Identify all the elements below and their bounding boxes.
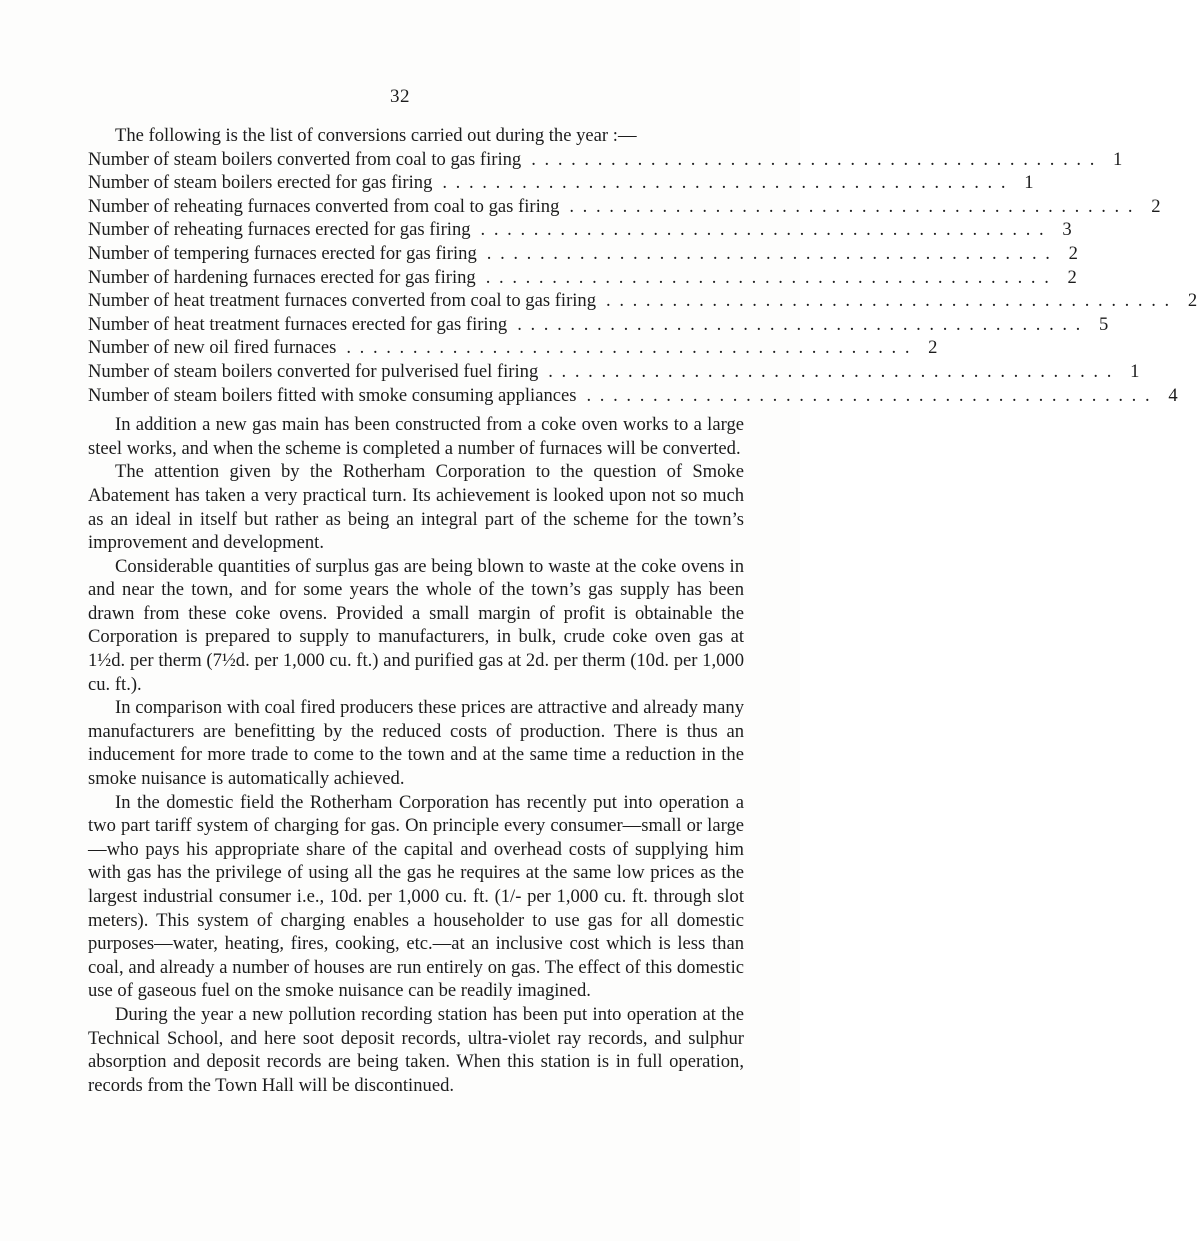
conversion-label: Number of heat treatment furnaces erected for gas firing bbox=[88, 313, 508, 335]
conversion-label: Number of heat treatment furnaces converted from coal to gas firing bbox=[88, 290, 597, 312]
conversion-row bbox=[88, 218, 1072, 242]
conversion-count: 1 bbox=[1024, 172, 1034, 194]
paragraph-coke-oven-gas: Considerable quantities of surplus gas are being blown to waste at the coke ovens in and near the town, and for some years the whole of the town’s gas supply has been drawn from these coke ovens. Provided a small margin of profit is obtainable the Corporation is prepared to supply to manufacturers, in bulk, crude coke oven gas at 1½d. per therm (7½d. per 1,000 cu. ft.) and purified gas at 2d. per therm (10d. per 1,000 cu. ft.). bbox=[88, 555, 744, 695]
conversion-label: Number of hardening furnaces erected for gas firing bbox=[88, 266, 476, 288]
conversion-count: 3 bbox=[1062, 219, 1072, 241]
leader-dots: . . . . . . . . . . . . . . . . . . . . . . . . . . . . . . . . . . . . . . . . . . . bbox=[606, 290, 1172, 312]
conversion-count: 2 bbox=[1187, 290, 1197, 312]
conversion-count: 1 bbox=[1113, 148, 1123, 170]
conversion-row bbox=[88, 148, 1123, 172]
conversion-count: 1 bbox=[1130, 360, 1140, 382]
conversion-label: Number of tempering furnaces erected for gas firing bbox=[88, 242, 477, 264]
page-body bbox=[88, 124, 1197, 1097]
conversion-row bbox=[88, 242, 1078, 266]
conversion-label: Number of steam boilers fitted with smoke consuming appliances bbox=[88, 384, 577, 406]
leader-dots: . . . . . . . . . . . . . . . . . . . . . . . . . . . . . . . . . . . . . . . . . . . bbox=[586, 384, 1152, 406]
conversions-intro: The following is the list of conversions carried out during the year :— bbox=[115, 125, 637, 146]
conversion-count: 4 bbox=[1168, 384, 1178, 406]
paragraph-smoke-abatement: The attention given by the Rotherham Corporation to the question of Smoke Abatement has taken a very practical turn. Its achievement is looked upon not so much as an ideal in itself but rather as being an integral part of the scheme for the town’s improvement and development. bbox=[88, 461, 744, 554]
leader-dots: . . . . . . . . . . . . . . . . . . . . . . . . . . . . . . . . . . . . . . . . . . . bbox=[480, 219, 1046, 241]
conversion-row bbox=[88, 336, 938, 360]
paragraph-gas-main: In addition a new gas main has been constructed from a coke oven works to a large steel works, and when the scheme is completed a number of furnaces will be converted. bbox=[88, 414, 744, 459]
conversion-label: Number of steam boilers converted from coal to gas firing bbox=[88, 148, 522, 170]
leader-dots: . . . . . . . . . . . . . . . . . . . . . . . . . . . . . . . . . . . . . . . . . . . bbox=[531, 148, 1097, 170]
conversion-count: 2 bbox=[1068, 242, 1078, 264]
leader-dots: . . . . . . . . . . . . . . . . . . . . . . . . . . . . . . . . . . . . . . . . . . . bbox=[346, 337, 912, 359]
conversion-count: 5 bbox=[1099, 313, 1109, 335]
conversion-label: Number of new oil fired furnaces bbox=[88, 337, 337, 359]
paragraph-domestic-tariff: In the domestic field the Rotherham Corporation has recently put into operation a two part tariff system of charging for gas. On principle every consumer—small or large—who pays his appropriate share of the capital and overhead costs of supplying him with gas has the privilege of using all the gas he requires at the same low prices as the largest industrial consumer i.e., 10d. per 1,000 cu. ft. (1/- per 1,000 cu. ft. through slot meters). This system of charging enables a householder to use gas for all domestic purposes—water, heating, fires, cooking, etc.—at an inclusive cost which is less than coal, and already a number of houses are run entirely on gas. The effect of this domestic use of gaseous fuel on the smoke nuisance can be readily imagined. bbox=[88, 791, 744, 1002]
paragraph-coal-producers: In comparison with coal fired producers these prices are attractive and already many manufacturers are benefitting by the reduced costs of production. There is thus an inducement for more trade to come to the town and at the same time a reduction in the smoke nuisance is automatically achieved. bbox=[88, 697, 744, 790]
conversion-row bbox=[88, 289, 1197, 313]
leader-dots: . . . . . . . . . . . . . . . . . . . . . . . . . . . . . . . . . . . . . . . . . . . bbox=[548, 360, 1114, 382]
conversion-label: Number of steam boilers erected for gas firing bbox=[88, 172, 433, 194]
leader-dots: . . . . . . . . . . . . . . . . . . . . . . . . . . . . . . . . . . . . . . . . . . . bbox=[442, 172, 1008, 194]
conversion-label: Number of reheating furnaces erected for gas firing bbox=[88, 219, 471, 241]
paragraph-pollution-station: During the year a new pollution recording station has been put into operation at the Technical School, and here soot deposit records, ultra-violet ray records, and sulphur absorption and deposit records are being taken. When this station is in full operation, records from the Town Hall will be discontinued. bbox=[88, 1003, 744, 1096]
conversion-row bbox=[88, 360, 1140, 384]
conversion-count: 2 bbox=[1067, 266, 1077, 288]
conversion-count: 2 bbox=[928, 337, 938, 359]
leader-dots: . . . . . . . . . . . . . . . . . . . . . . . . . . . . . . . . . . . . . . . . . . . bbox=[486, 242, 1052, 264]
conversion-row bbox=[88, 195, 1161, 219]
conversion-row bbox=[88, 171, 1034, 195]
conversion-row bbox=[88, 266, 1077, 290]
conversion-label: Number of reheating furnaces converted from coal to gas firing bbox=[88, 195, 560, 217]
leader-dots: . . . . . . . . . . . . . . . . . . . . . . . . . . . . . . . . . . . . . . . . . . . bbox=[485, 266, 1051, 288]
conversions-list bbox=[88, 148, 1197, 408]
conversion-row bbox=[88, 384, 1178, 408]
leader-dots: . . . . . . . . . . . . . . . . . . . . . . . . . . . . . . . . . . . . . . . . . . . bbox=[517, 313, 1083, 335]
leader-dots: . . . . . . . . . . . . . . . . . . . . . . . . . . . . . . . . . . . . . . . . . . . bbox=[569, 195, 1135, 217]
conversion-row bbox=[88, 313, 1109, 337]
page-number: 32 bbox=[390, 86, 410, 107]
conversion-label: Number of steam boilers converted for pulverised fuel firing bbox=[88, 360, 539, 382]
conversion-count: 2 bbox=[1151, 195, 1161, 217]
